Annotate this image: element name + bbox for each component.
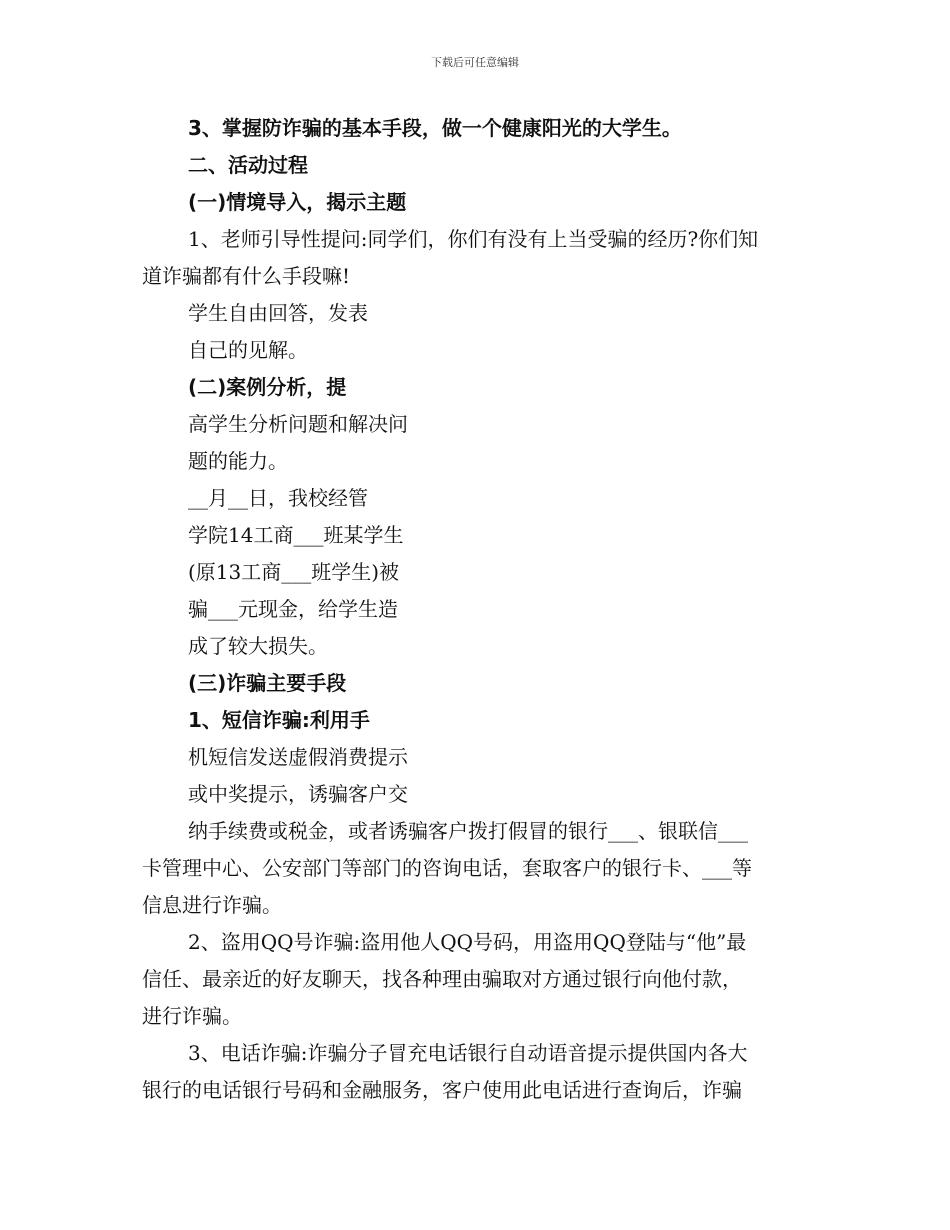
paragraph-line: 自己的见解。 [188,338,308,362]
subheading-sms-fraud: 1、短信诈骗:利用手 [188,708,370,732]
paragraph-line: 信任、最亲近的好友聊天，找各种理由骗取对方通过银行向他付款， [142,967,742,991]
paragraph-line: 纳手续费或税金，或者诱骗客户拨打假冒的银行___、银联信___ [188,819,748,843]
page-header-note: 下载后可任意编辑 [431,56,519,69]
paragraph-line: 学生自由回答，发表 [188,301,368,325]
subheading-situation-intro: (一)情境导入，揭示主题 [188,190,407,214]
paragraph-line: 信息进行诈骗。 [142,893,282,917]
paragraph-line: 1、老师引导性提问:同学们，你们有没有上当受骗的经历?你们知 [188,227,759,251]
paragraph-line: 3、电话诈骗:诈骗分子冒充电话银行自动语音提示提供国内各大 [188,1041,748,1065]
paragraph-line: 成了较大损失。 [188,634,328,658]
paragraph-line: (原13工商___班学生)被 [188,560,400,584]
paragraph-line: 银行的电话银行号码和金融服务，客户使用此电话进行查询后，诈骗 [142,1078,742,1102]
section-heading-activity-process: 二、活动过程 [188,153,308,177]
paragraph-line: 卡管理中心、公安部门等部门的咨询电话，套取客户的银行卡、___等 [142,856,752,880]
subheading-case-analysis: (二)案例分析，提 [188,375,347,399]
paragraph-line: 学院14工商___班某学生 [188,523,404,547]
document-body [142,110,807,1109]
paragraph-line: 道诈骗都有什么手段嘛! [142,264,351,288]
paragraph-line: 2、盗用QQ号诈骗:盗用他人QQ号码，用盗用QQ登陆与“他”最 [188,930,747,954]
paragraph-line: __月__日，我校经管 [188,486,368,510]
paragraph-line: 高学生分析问题和解决问 [188,412,408,436]
paragraph-line: 题的能力。 [188,449,288,473]
subheading-fraud-methods: (三)诈骗主要手段 [188,671,347,695]
paragraph-line: 机短信发送虚假消费提示 [188,745,408,769]
paragraph-line: 或中奖提示，诱骗客户交 [188,782,408,806]
objective-3: 3、掌握防诈骗的基本手段，做一个健康阳光的大学生。 [188,116,682,140]
paragraph-line: 骗___元现金，给学生造 [188,597,398,621]
paragraph-line: 进行诈骗。 [142,1004,242,1028]
